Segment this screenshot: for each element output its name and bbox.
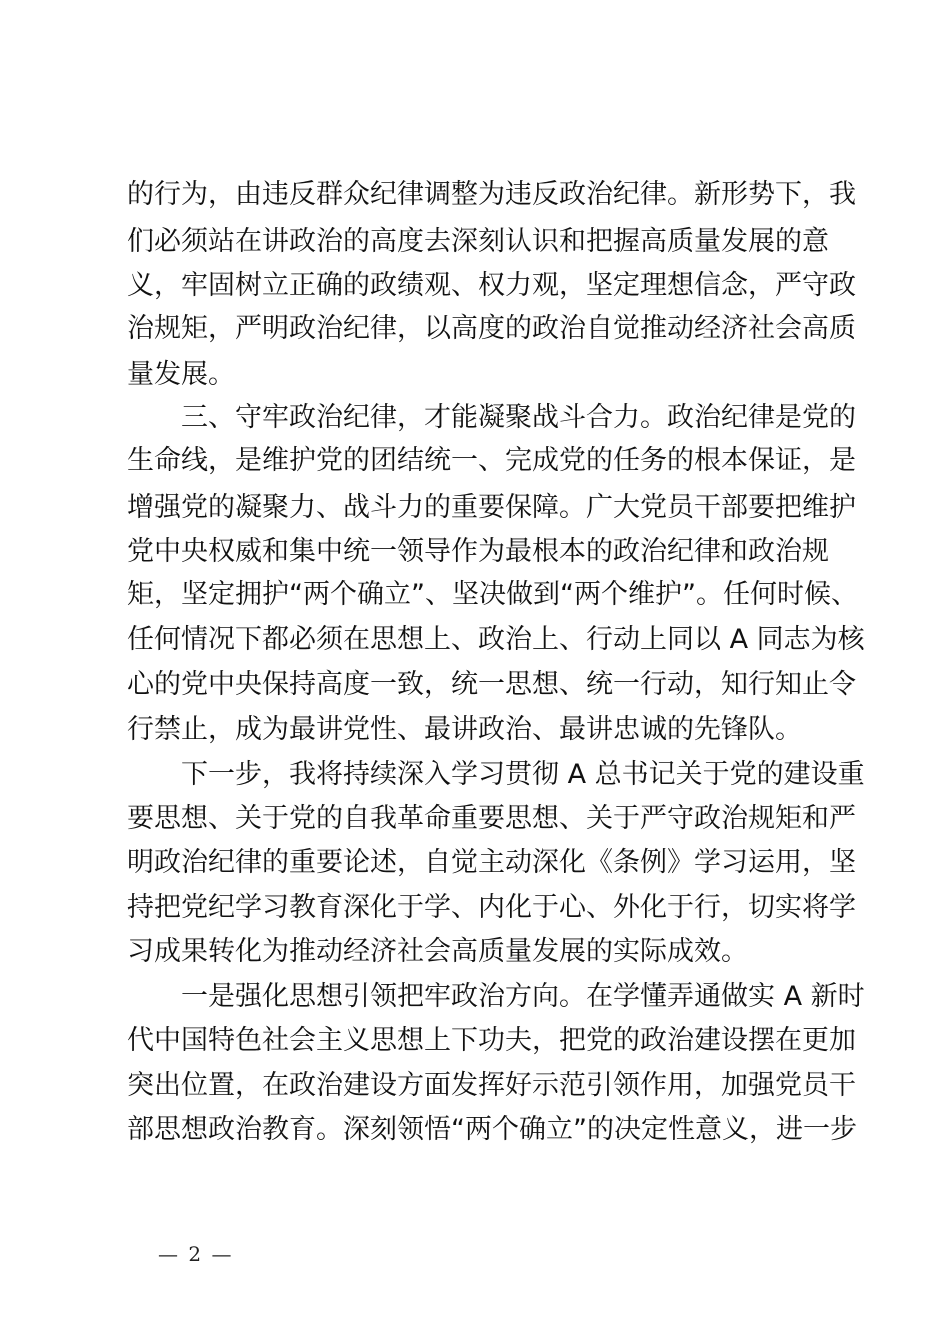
- paragraph-1-line-3: 义，牢固树立正确的政绩观、权力观，坚定理想信念，严守政: [127, 270, 856, 301]
- paragraph-2-line-6: 任何情况下都必须在思想上、政治上、行动上同以 A 同志为核: [127, 624, 865, 655]
- paragraph-1-line-1: 的行为，由违反群众纪律调整为违反政治纪律。新形势下，我: [127, 179, 856, 210]
- paragraph-1-line-4: 治规矩，严明政治纪律，以高度的政治自觉推动经济社会高质: [127, 313, 856, 344]
- paragraph-1-line-5: 量发展。: [127, 359, 235, 390]
- paragraph-1-line-2: 们必须站在讲政治的高度去深刻认识和把握高质量发展的意: [127, 226, 829, 257]
- paragraph-2-line-7: 心的党中央保持高度一致，统一思想、统一行动，知行知止令: [127, 669, 856, 700]
- paragraph-2-line-4: 党中央权威和集中统一领导作为最根本的政治纪律和政治规: [127, 536, 829, 567]
- paragraph-4-line-3: 突出位置，在政治建设方面发挥好示范引领作用，加强党员干: [127, 1070, 856, 1101]
- paragraph-3-line-4: 持把党纪学习教育深化于学、内化于心、外化于行，切实将学: [127, 892, 856, 923]
- paragraph-2-line-3: 增强党的凝聚力、战斗力的重要保障。广大党员干部要把维护: [127, 492, 856, 523]
- paragraph-2-line-2: 生命线，是维护党的团结统一、完成党的任务的根本保证，是: [127, 445, 856, 476]
- paragraph-3-line-2: 要思想、关于党的自我革命重要思想、关于严守政治规矩和严: [127, 803, 856, 834]
- paragraph-2-line-5: 矩，坚定拥护“两个确立”、坚决做到“两个维护”。任何时候、: [127, 579, 858, 610]
- paragraph-4-line-1: 一是强化思想引领把牢政治方向。在学懂弄通做实 A 新时: [181, 981, 865, 1012]
- page-number: — 2 —: [158, 1242, 234, 1266]
- paragraph-4-line-4: 部思想政治教育。深刻领悟“两个确立”的决定性意义，进一步: [127, 1114, 857, 1145]
- paragraph-4-line-2: 代中国特色社会主义思想上下功夫，把党的政治建设摆在更加: [127, 1025, 856, 1056]
- paragraph-3-line-1: 下一步，我将持续深入学习贯彻 A 总书记关于党的建设重: [181, 759, 865, 790]
- paragraph-3-line-5: 习成果转化为推动经济社会高质量发展的实际成效。: [127, 936, 748, 967]
- paragraph-2-line-8: 行禁止，成为最讲党性、最讲政治、最讲忠诚的先锋队。: [127, 714, 802, 745]
- paragraph-2-line-1: 三、守牢政治纪律，才能凝聚战斗合力。政治纪律是党的: [181, 402, 856, 433]
- paragraph-3-line-3: 明政治纪律的重要论述，自觉主动深化《条例》学习运用，坚: [127, 847, 856, 878]
